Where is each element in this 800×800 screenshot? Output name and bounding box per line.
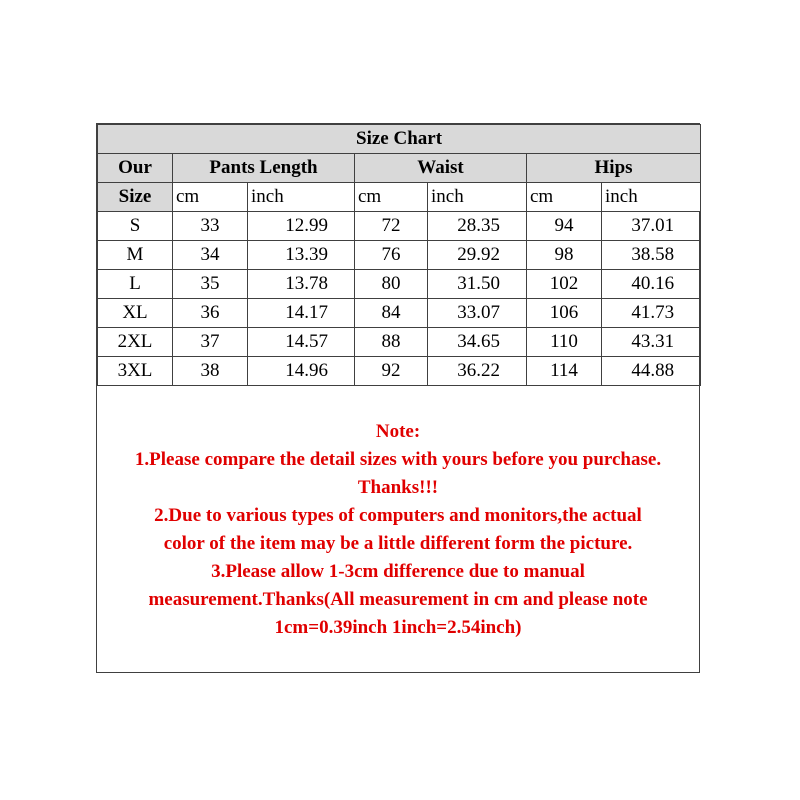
hips-inch-cell: 41.73 [602, 299, 701, 328]
table-title: Size Chart [98, 125, 701, 154]
hips-cm-unit: cm [527, 183, 602, 212]
waist-inch-cell: 28.35 [428, 212, 527, 241]
waist-cm-cell: 80 [355, 270, 428, 299]
note-line: 1cm=0.39inch 1inch=2.54inch) [274, 617, 522, 638]
pants-length-inch-cell: 13.78 [248, 270, 355, 299]
waist-cm-cell: 84 [355, 299, 428, 328]
size-cell: L [98, 270, 173, 299]
table-row [98, 270, 701, 299]
hips-cm-cell: 110 [527, 328, 602, 357]
pants-length-inch-cell: 14.57 [248, 328, 355, 357]
hips-inch-unit: inch [602, 183, 701, 212]
size-chart [96, 123, 700, 673]
note-heading: Note: [375, 421, 421, 442]
pants-length-cm-cell: 37 [173, 328, 248, 357]
size-cell: M [98, 241, 173, 270]
hips-cm-cell: 94 [527, 212, 602, 241]
pants-length-cm-cell: 38 [173, 357, 248, 386]
hips-cm-cell: 98 [527, 241, 602, 270]
waist-inch-cell: 33.07 [428, 299, 527, 328]
size-cell: 2XL [98, 328, 173, 357]
hips-inch-cell: 40.16 [602, 270, 701, 299]
pants-length-inch-cell: 13.39 [248, 241, 355, 270]
pants-length-cm-unit: cm [173, 183, 248, 212]
size-table [97, 124, 701, 386]
pants-length-cm-cell: 33 [173, 212, 248, 241]
pants-length-cm-cell: 35 [173, 270, 248, 299]
pants-length-inch-cell: 14.17 [248, 299, 355, 328]
notes-section [97, 382, 699, 642]
note-line: 2.Due to various types of computers and monitors,the actual [154, 505, 642, 526]
size-cell: S [98, 212, 173, 241]
pants-length-inch-cell: 12.99 [248, 212, 355, 241]
hips-inch-cell: 43.31 [602, 328, 701, 357]
hips-header: Hips [527, 154, 701, 183]
waist-cm-cell: 72 [355, 212, 428, 241]
size-header-top: Our [98, 154, 173, 183]
pants-length-cm-cell: 34 [173, 241, 248, 270]
pants-length-inch-cell: 14.96 [248, 357, 355, 386]
table-row [98, 299, 701, 328]
waist-inch-cell: 29.92 [428, 241, 527, 270]
hips-inch-cell: 38.58 [602, 241, 701, 270]
unit-row [98, 183, 701, 212]
pants-length-cm-cell: 36 [173, 299, 248, 328]
table-row [98, 241, 701, 270]
size-header-bottom: Size [98, 183, 173, 212]
table-row [98, 212, 701, 241]
waist-inch-cell: 36.22 [428, 357, 527, 386]
note-line: Thanks!!! [357, 477, 439, 498]
waist-cm-unit: cm [355, 183, 428, 212]
waist-header: Waist [355, 154, 527, 183]
title-row [98, 125, 701, 154]
waist-inch-cell: 31.50 [428, 270, 527, 299]
pants-length-inch-unit: inch [248, 183, 355, 212]
note-line: 1.Please compare the detail sizes with yours before you purchase. [134, 449, 662, 470]
hips-cm-cell: 114 [527, 357, 602, 386]
size-cell: XL [98, 299, 173, 328]
table-row [98, 328, 701, 357]
waist-inch-unit: inch [428, 183, 527, 212]
note-line: 3.Please allow 1-3cm difference due to manual [211, 561, 585, 582]
note-line: color of the item may be a little different form the picture. [163, 533, 633, 554]
waist-inch-cell: 34.65 [428, 328, 527, 357]
waist-cm-cell: 92 [355, 357, 428, 386]
waist-cm-cell: 88 [355, 328, 428, 357]
hips-cm-cell: 102 [527, 270, 602, 299]
hips-inch-cell: 37.01 [602, 212, 701, 241]
header-row [98, 154, 701, 183]
waist-cm-cell: 76 [355, 241, 428, 270]
note-line: measurement.Thanks(All measurement in cm and please note [148, 589, 648, 610]
size-cell: 3XL [98, 357, 173, 386]
pants-length-header: Pants Length [173, 154, 355, 183]
hips-cm-cell: 106 [527, 299, 602, 328]
hips-inch-cell: 44.88 [602, 357, 701, 386]
